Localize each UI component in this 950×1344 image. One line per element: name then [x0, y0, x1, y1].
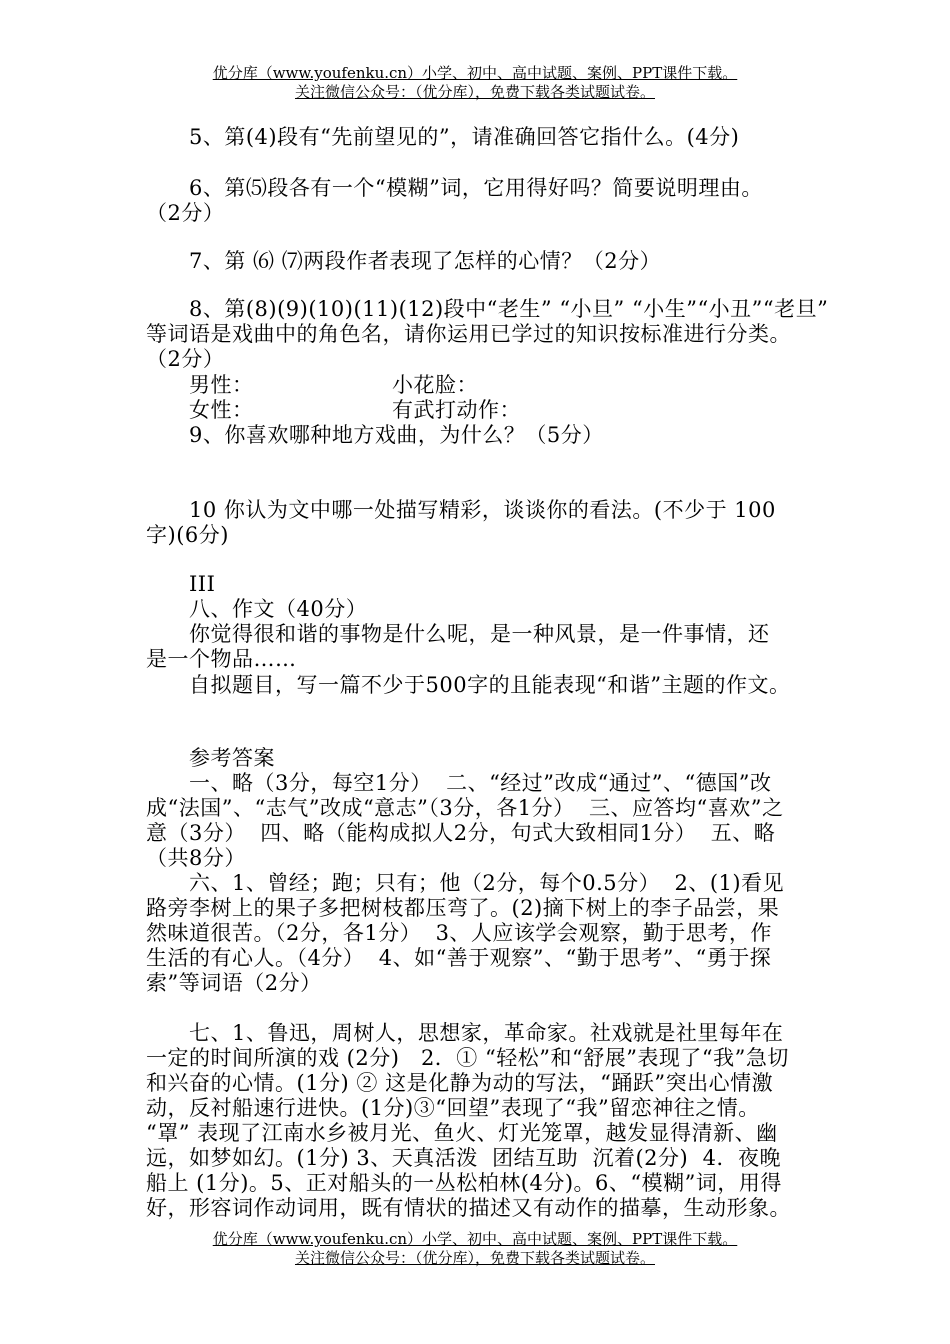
label-female: 女性：	[189, 398, 254, 422]
essay-prompt-line-1: 你觉得很和谐的事物是什么呢，是一种风景，是一件事情，还	[189, 622, 770, 646]
essay-prompt-line-2: 是一个物品……	[146, 647, 297, 671]
question-8-line-1: 8、第(8)(9)(10)(11)(12)段中“老生” “小旦” “小生”“小丑”“老旦”	[189, 297, 829, 321]
answer-7-line-1: 七、1、鲁迅，周树人，思想家，革命家。社戏就是社里每年在	[189, 1021, 784, 1045]
label-male: 男性：	[189, 373, 254, 397]
question-5: 5、第(4)段有“先前望见的”，请准确回答它指什么。(4分)	[189, 125, 740, 149]
answer-6-line-4: 生活的有心人。（4分） 4、如“善于观察”、“勤于思考”、“勇于探	[146, 946, 772, 970]
question-8-line-3: （2分）	[146, 347, 225, 371]
footer-line-2-text: 关注微信公众号：（优分库），免费下载各类试题试卷。	[294, 1249, 655, 1267]
answer-7-line-7: 船上 (1分)。5、正对船头的一丛松柏林(4分)。6、“模糊”词，用得	[146, 1171, 782, 1195]
answer-7-line-8: 好，形容词作动词用，既有情状的描述又有动作的描摹，生动形象。	[146, 1196, 791, 1220]
question-6-line-1: 6、第⑸段各有一个“模糊”词，它用得好吗？简要说明理由。	[189, 176, 763, 200]
header-line-1-text: 优分库（www.youfenku.cn）小学、初中、高中试题、案例、PPT课件下载。	[212, 64, 738, 82]
answer-6-line-1: 六、1、曾经；跑；只有；他（2分，每个0.5分） 2、(1)看见	[189, 871, 785, 895]
answer-7-line-5: “罩” 表现了江南水乡被月光、鱼火、灯光笼罩，越发显得清新、幽	[146, 1121, 778, 1145]
answer-6-line-5: 索”等词语（2分）	[146, 971, 322, 995]
answer-7-line-4: 动，反衬船速行进快。(1分)③“回望”表现了“我”留恋神往之情。	[146, 1096, 760, 1120]
answer-1-line-2: 成“法国”、“志气”改成“意志”（3分，各1分） 三、应答均“喜欢”之	[146, 796, 784, 820]
label-martial: 有武打动作：	[392, 398, 521, 422]
answer-7-line-6: 远，如梦如幻。(1分) 3、天真活泼 团结互助 沉着(2分) 4．夜晚	[146, 1146, 781, 1170]
answer-6-line-3: 然味道很苦。（2分，各1分） 3、人应该学会观察，勤于思考，作	[146, 921, 772, 945]
header-line-2	[0, 83, 950, 101]
section-3-label: III	[189, 572, 216, 596]
question-10-line-1: 10 你认为文中哪一处描写精彩，谈谈你的看法。(不少于 100	[189, 498, 776, 522]
answer-1-line-3: 意（3分） 四、略（能构成拟人2分，句式大致相同1分） 五、略	[146, 821, 776, 845]
answer-7-line-3: 和兴奋的心情。(1分) ② 这是化静为动的写法，“踊跃”突出心情激	[146, 1071, 774, 1095]
question-10-line-2: 字)(6分)	[146, 523, 229, 547]
footer-line-1	[0, 1230, 950, 1248]
essay-prompt-line-3: 自拟题目，写一篇不少于500字的且能表现“和谐”主题的作文。	[189, 673, 791, 697]
header-line-1	[0, 64, 950, 82]
answer-6-line-2: 路旁李树上的果子多把树枝都压弯了。(2)摘下树上的李子品尝，果	[146, 896, 780, 920]
answer-7-line-2: 一定的时间所演的戏 (2分) 2．① “轻松”和“舒展”表现了“我”急切	[146, 1046, 789, 1070]
label-painted-face: 小花脸：	[392, 373, 478, 397]
question-8-line-2: 等词语是戏曲中的角色名，请你运用已学过的知识按标准进行分类。	[146, 322, 791, 346]
essay-title: 八、作文（40分）	[189, 597, 368, 621]
answers-title: 参考答案	[189, 746, 275, 770]
footer-line-1-text: 优分库（www.youfenku.cn）小学、初中、高中试题、案例、PPT课件下载。	[212, 1230, 738, 1248]
question-7: 7、第 ⑹ ⑺两段作者表现了怎样的心情？（2分）	[189, 249, 662, 273]
footer-line-2	[0, 1249, 950, 1267]
question-6-line-2: （2分）	[146, 201, 225, 225]
header-line-2-text: 关注微信公众号：（优分库），免费下载各类试题试卷。	[294, 83, 655, 101]
question-9: 9、你喜欢哪种地方戏曲，为什么？（5分）	[189, 423, 604, 447]
answer-1-line-4: （共8分）	[146, 846, 246, 870]
answer-1-line-1: 一、略（3分，每空1分） 二、“经过”改成“通过”、“德国”改	[189, 771, 772, 795]
